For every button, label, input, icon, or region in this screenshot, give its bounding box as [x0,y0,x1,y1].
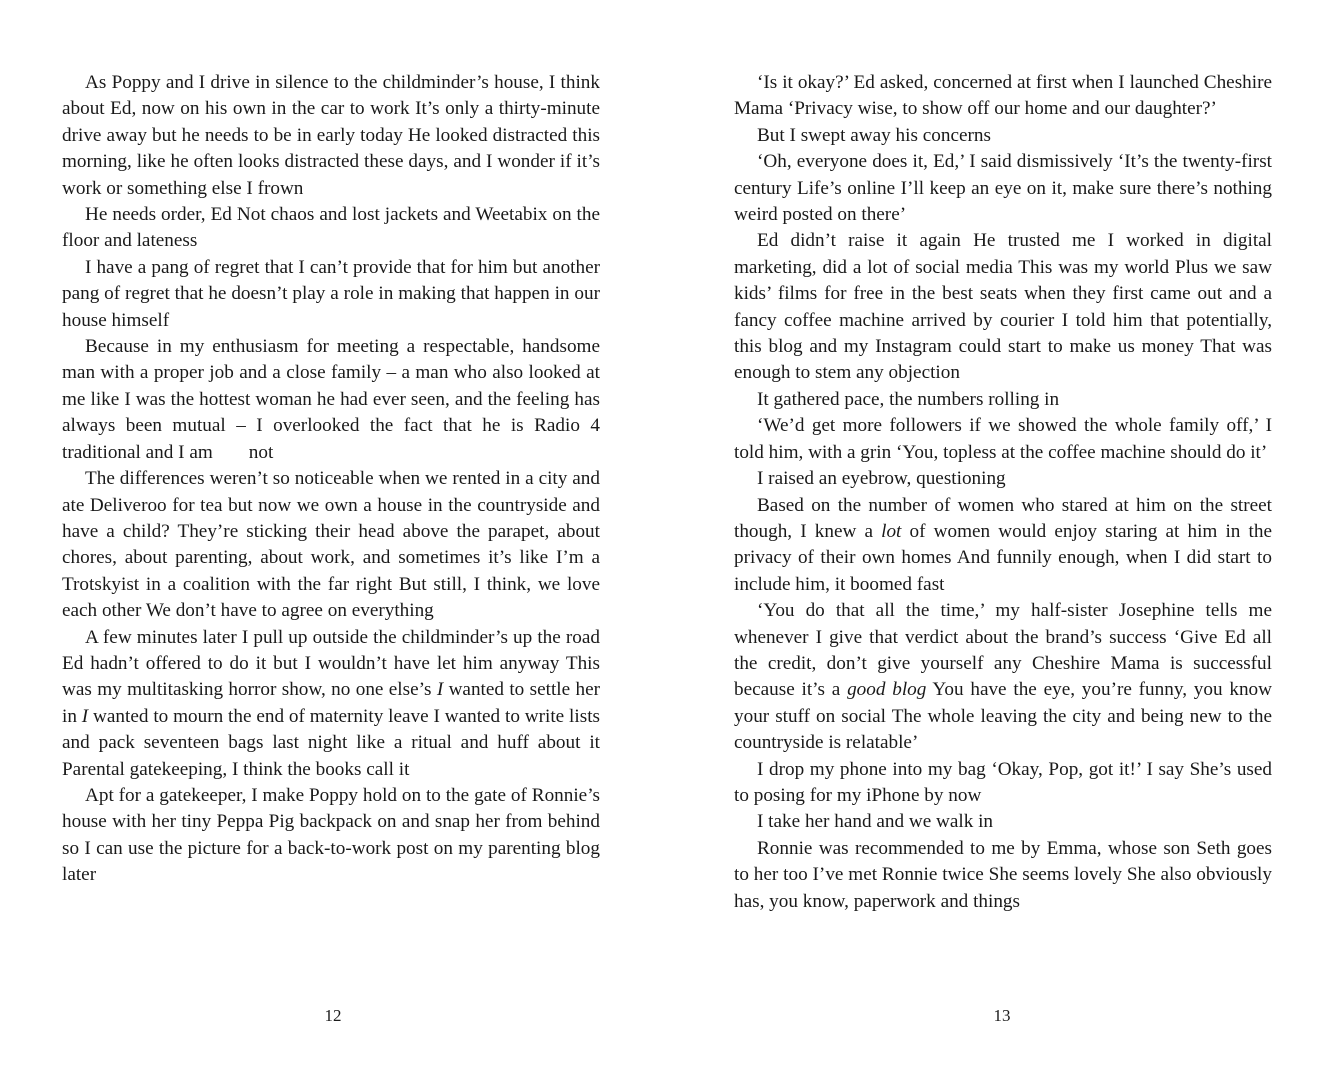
paragraph: ‘We’d get more followers if we showed the whole family off,’ I told him, with a grin ‘You, topless at the coffee machine should do it’ [734,415,1272,463]
paragraph-text: ‘You do that all the time,’ my half-sister Josephine tells me whenever I give that verdict about the brand’s success ‘Give Ed all the credit, don’t give yourself any Cheshire Mama is successful because it’s a [734,600,1272,701]
italic-text: I [81,705,89,727]
paragraph: But I swept away his concerns [757,124,991,146]
paragraph: The differences weren’t so noticeable when we rented in a city and ate Deliveroo for tea but now we own a house in the countryside and have a child? They’re sticking their head above the parapet, about chores, about parenting, about work, and sometimes it’s like I’m a Trotskyist in a coalition with the far right But still, I think, we love each other We don’t have to agree on everything [62,468,600,622]
left-page [62,70,600,889]
paragraph: Apt for a gatekeeper, I make Poppy hold on to the gate of Ronnie’s house with her tiny Peppa Pig backpack on and snap her from behind so I can use the picture for a back-to-work post on my parenting blog later [62,784,600,886]
italic-text: lot [881,520,902,542]
paragraph-text: of women would enjoy staring at him in the privacy of their own homes And funnily enough, when I did start to include him, it boomed fast [734,520,1272,595]
paragraph-text: Because in my enthusiasm for meeting a respectable, handsome man with a proper job and a close family – a man who also looked at me like I was the hottest woman he had ever seen, and the feeling has always been mutual – I overlooked the fact that he is Radio 4 traditional and I am [62,336,600,463]
paragraph: I drop my phone into my bag ‘Okay, Pop, got it!’ I say She’s used to posing for my iPhone by now [734,758,1272,806]
paragraph [734,598,1272,756]
italic-text: I [436,679,444,701]
paragraph-text: Based on the number of women who stared at him on the street though, I knew a [734,494,1272,542]
paragraph-text-tail: not [248,441,274,463]
paragraph: As Poppy and I drive in silence to the childminder’s house, I think about Ed, now on his own in the car to work It’s only a thirty-minute drive away but he needs to be in early today He looked distracted this morning, like he often looks distracted these days, and I wonder if it’s work or something else I frown [62,72,600,199]
paragraph: I raised an eyebrow, questioning [757,468,1006,490]
paragraph-text: You have the eye, you’re funny, you know your stuff on social The whole leaving the city and being new to the countryside is relatable’ [734,679,1272,754]
paragraph-text: wanted to settle her in [62,679,601,727]
page-number: 13 [993,1006,1011,1025]
paragraph: It gathered pace, the numbers rolling in [757,388,1060,410]
paragraph: He needs order, Ed Not chaos and lost jackets and Weetabix on the floor and lateness [62,204,600,252]
paragraph: Ed didn’t raise it again He trusted me I worked in digital marketing, did a lot of social media This was my world Plus we saw kids’ films for free in the best seats when they first came out and a fancy coffee machine arrived by courier I told him that potentially, this blog and my Instagram could start to make us money That was enough to stem any objection [734,230,1272,384]
paragraph: ‘Oh, everyone does it, Ed,’ I said dismissively ‘It’s the twenty-first century Life’s online I’ll keep an eye on it, make sure there’s nothing weird posted on there’ [734,151,1272,226]
paragraph-text: wanted to mourn the end of maternity leave I wanted to write lists and pack seventeen bags last night like a ritual and huff about it Parental gatekeeping, I think the books call it [62,705,600,780]
paragraph: I take her hand and we walk in [757,811,994,833]
paragraph [62,334,600,466]
paragraph: ‘Is it okay?’ Ed asked, concerned at first when I launched Cheshire Mama ‘Privacy wise, to show off our home and our daughter?’ [734,72,1272,120]
right-page [734,70,1272,915]
italic-text: good blog [847,679,927,701]
page-number: 12 [324,1006,342,1025]
paragraph-text: A few minutes later I pull up outside the childminder’s up the road Ed hadn’t offered to do it but I wouldn’t have let him anyway This was my multitasking horror show, no one else’s [62,626,600,701]
paragraph: I have a pang of regret that I can’t provide that for him but another pang of regret that he doesn’t play a role in making that happen in our house himself [62,256,600,331]
paragraph: Ronnie was recommended to me by Emma, whose son Seth goes to her too I’ve met Ronnie twice She seems lovely She also obviously has, you know, paperwork and things [734,837,1272,912]
paragraph [62,625,600,783]
paragraph [734,493,1272,599]
